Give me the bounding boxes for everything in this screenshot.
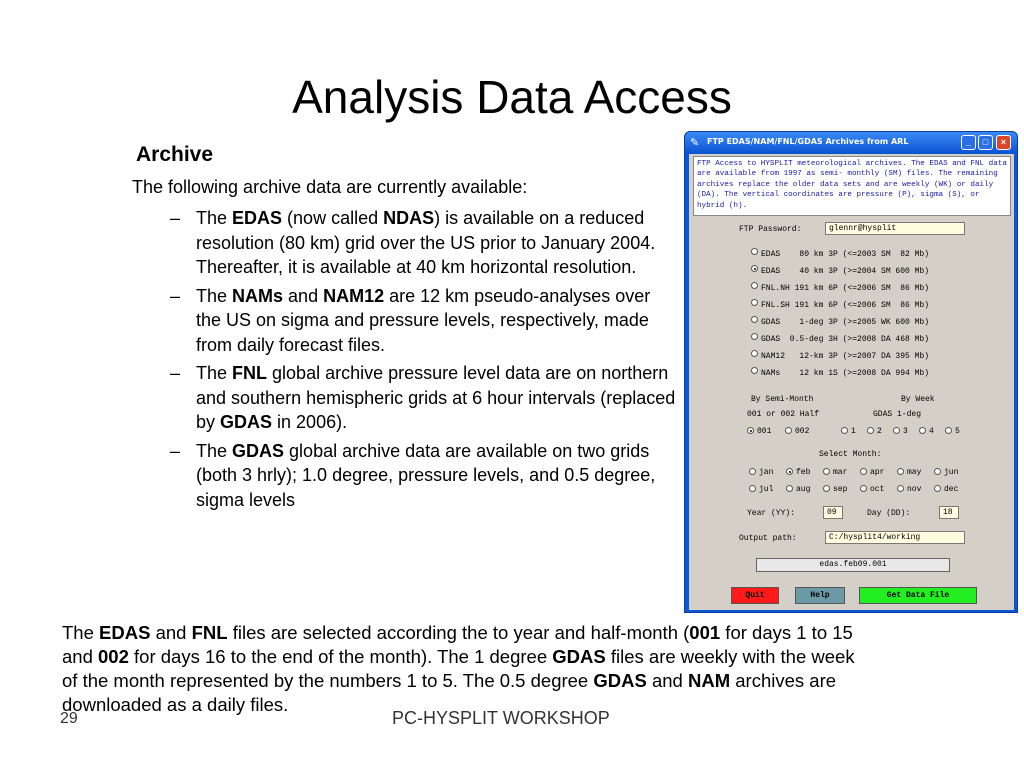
radio-button[interactable] [749,468,756,475]
info-text: FTP Access to HYSPLIT meteorological archives. The EDAS and FNL data are available from 1997 as semi- monthly (SM) files. The remaining archives replace the older data sets and are weekly (WK) or daily (DA). The vertical coordinates are pressure (P), sigma (S), or hybrid (h). [693,156,1011,216]
week-option-5[interactable] [945,426,960,437]
bullet-fnl [170,361,680,435]
radio-button[interactable] [786,485,793,492]
dataset-option[interactable] [751,365,929,376]
bullet-text: The [196,208,233,228]
dataset-option[interactable] [751,314,929,325]
archive-heading: Archive [136,143,214,166]
week-option-label: 5 [955,427,960,436]
bullet-dash: – [170,285,181,306]
window-title: FTP EDAS/NAM/FNL/GDAS Archives from ARL [707,137,909,146]
bullet-text: global archive pressure level data are on northern and southern hemispheric grids at 6 hour intervals (replaced by [196,363,676,432]
dataset-label: GDAS 1-deg 3P (>=2005 WK 600 Mb) [761,318,930,327]
gdas-week-label: GDAS 1-deg [873,410,922,419]
radio-button[interactable] [751,316,758,323]
radio-button[interactable] [747,427,754,434]
bullet-text: global archive data are available on two grids (both 3 hrly); 1.0 degree, pressure levels, and 0.5 degree, sigma levels [196,440,656,510]
dataset-option[interactable] [751,331,929,342]
radio-button[interactable] [749,485,756,492]
bullet-bold: GDAS [220,412,273,432]
bullet-dash: – [170,208,181,228]
by-week-label: By Week [901,395,935,404]
month-label: sep [833,485,848,494]
get-data-file-button[interactable]: Get Data File [859,587,977,604]
select-month-label: Select Month: [819,450,882,459]
radio-button[interactable] [751,282,758,289]
week-option-label: 1 [851,427,856,436]
week-option-label: 3 [903,427,908,436]
password-field[interactable]: glennr@hysplit [825,222,965,235]
week-option-label: 2 [877,427,882,436]
bullet-dash: – [170,440,181,461]
bullet-text: The [196,363,233,383]
radio-button[interactable] [860,468,867,475]
week-option-4[interactable] [919,426,934,437]
half-option-label: 002 [795,427,810,436]
half-option-001[interactable] [747,426,771,437]
month-label: oct [870,485,885,494]
month-label: nov [907,485,922,494]
half-option-002[interactable] [785,426,809,437]
radio-button[interactable] [751,248,758,255]
day-label: Day (DD): [867,509,911,518]
bullet-text: The [196,440,233,461]
radio-button[interactable] [823,468,830,475]
week-option-2[interactable] [867,426,882,437]
radio-button[interactable] [841,427,848,434]
dataset-label: EDAS 80 km 3P (<=2003 SM 82 Mb) [761,250,930,259]
bullet-text: in 2006). [272,412,348,432]
month-option[interactable] [786,484,810,495]
half-label: 001 or 002 Half [747,410,820,419]
ftp-archive-window [684,131,1018,613]
para-text: archives are downloaded as a daily files. [62,670,837,715]
month-label: may [907,468,922,477]
month-label: jul [759,485,774,494]
slide-number: 29 [60,710,78,727]
radio-button[interactable] [945,427,952,434]
bullet-bold: FNL [232,363,268,383]
window-titlebar[interactable] [685,132,1017,154]
archive-bullet-list [170,206,680,516]
radio-button[interactable] [786,468,793,475]
maximize-button[interactable]: □ [978,135,993,150]
para-text: for days 16 to the end of the month). The 1 degree [128,646,553,667]
bullet-text: The [196,285,233,306]
slide-title: Analysis Data Access [292,71,732,123]
window-client-area [689,154,1014,610]
radio-button[interactable] [897,485,904,492]
year-field[interactable]: 09 [823,506,843,519]
para-bold: NAM [687,670,731,691]
para-text: and [646,670,688,691]
dataset-option[interactable] [751,280,929,291]
para-bold: EDAS [99,622,151,643]
para-text: files are selected according the to year and half-month ( [227,622,690,643]
bullet-bold: GDAS [232,440,285,461]
radio-button[interactable] [893,427,900,434]
radio-button[interactable] [751,367,758,374]
by-semi-month-label: By Semi-Month [751,395,814,404]
para-bold: FNL [191,622,228,643]
bullet-text: are 12 km pseudo-analyses over the US on sigma and pressure levels, respectively, made from daily forecast files. [196,285,651,355]
month-option[interactable] [934,484,958,495]
month-label: mar [833,468,848,477]
month-option[interactable] [860,467,884,478]
para-bold: GDAS [593,670,647,691]
week-option-label: 4 [929,427,934,436]
feather-icon: ✎ [690,137,700,149]
month-label: dec [944,485,959,494]
close-button[interactable]: × [996,135,1011,150]
password-label: FTP Password: [739,225,802,234]
month-label: jun [944,468,959,477]
month-label: jan [759,468,774,477]
month-label: feb [796,468,811,477]
month-option[interactable] [749,467,773,478]
year-label: Year (YY): [747,509,796,518]
bullet-nam [170,284,680,358]
archive-intro: The following archive data are currently available: [132,177,528,197]
para-bold: 001 [689,622,721,643]
month-option[interactable] [897,467,921,478]
week-option-3[interactable] [893,426,908,437]
radio-button[interactable] [751,350,758,357]
month-label: apr [870,468,885,477]
selected-file-display: edas.feb09.001 [756,558,950,572]
month-option[interactable] [786,467,810,478]
month-option[interactable] [860,484,884,495]
bullet-bold: NAM12 [323,285,385,306]
radio-button[interactable] [785,427,792,434]
month-label: aug [796,485,811,494]
bullet-gdas [170,439,680,513]
dataset-label: GDAS 0.5-deg 3H (>=2008 DA 468 Mb) [761,335,930,344]
minimize-button[interactable]: _ [961,135,976,150]
radio-button[interactable] [934,468,941,475]
dataset-option[interactable] [751,246,929,257]
dataset-label: NAM12 12-km 3P (>=2007 DA 395 Mb) [761,352,930,361]
radio-button[interactable] [751,299,758,306]
quit-button[interactable]: Quit [731,587,779,604]
half-option-label: 001 [757,427,772,436]
para-bold: GDAS [552,646,606,667]
month-option[interactable] [823,467,847,478]
month-option[interactable] [823,484,847,495]
day-field[interactable]: 18 [939,506,959,519]
dataset-option[interactable] [751,348,929,359]
dataset-label: FNL.NH 191 km 6P (<=2006 SM 86 Mb) [761,284,930,293]
bottom-paragraph [62,621,862,717]
dataset-label: FNL.SH 191 km 6P (<=2006 SM 86 Mb) [761,301,930,310]
bullet-dash: – [170,363,181,383]
radio-button[interactable] [751,333,758,340]
radio-button[interactable] [897,468,904,475]
bullet-bold: NDAS [383,208,435,228]
radio-button[interactable] [823,485,830,492]
dataset-option[interactable] [751,263,929,274]
bullet-bold: NAMs [232,285,284,306]
bullet-text: (now called [282,208,384,228]
para-text: files are weekly with the week of the month represented by the numbers 1 to 5. The 0.5 degree [62,646,855,691]
footer-text: PC-HYSPLIT WORKSHOP [392,708,610,728]
para-text: and [150,622,192,643]
month-option[interactable] [749,484,773,495]
radio-button[interactable] [867,427,874,434]
dataset-label: NAMs 12 km 1S (>=2008 DA 994 Mb) [761,369,930,378]
bullet-text: and [283,285,324,306]
radio-button[interactable] [919,427,926,434]
bullet-text: ) is available on a reduced resolution (80 km) grid over the US prior to January 2004. Thereafter, it is available at 40 km horizontal resolution. [196,208,656,277]
dataset-option[interactable] [751,297,929,308]
para-text: The [62,622,100,643]
radio-button[interactable] [751,265,758,272]
week-option-1[interactable] [841,426,856,437]
radio-button[interactable] [860,485,867,492]
bullet-bold: EDAS [232,208,283,228]
para-text: for days 1 to 15 and [62,622,853,667]
output-path-label: Output path: [739,534,797,543]
help-button[interactable]: Help [795,587,845,604]
dataset-label: EDAS 40 km 3P (>=2004 SM 600 Mb) [761,267,930,276]
month-option[interactable] [934,467,958,478]
radio-button[interactable] [934,485,941,492]
bullet-edas [170,206,680,280]
output-path-field[interactable]: C:/hysplit4/working [825,531,965,544]
month-option[interactable] [897,484,921,495]
para-bold: 002 [98,646,129,667]
